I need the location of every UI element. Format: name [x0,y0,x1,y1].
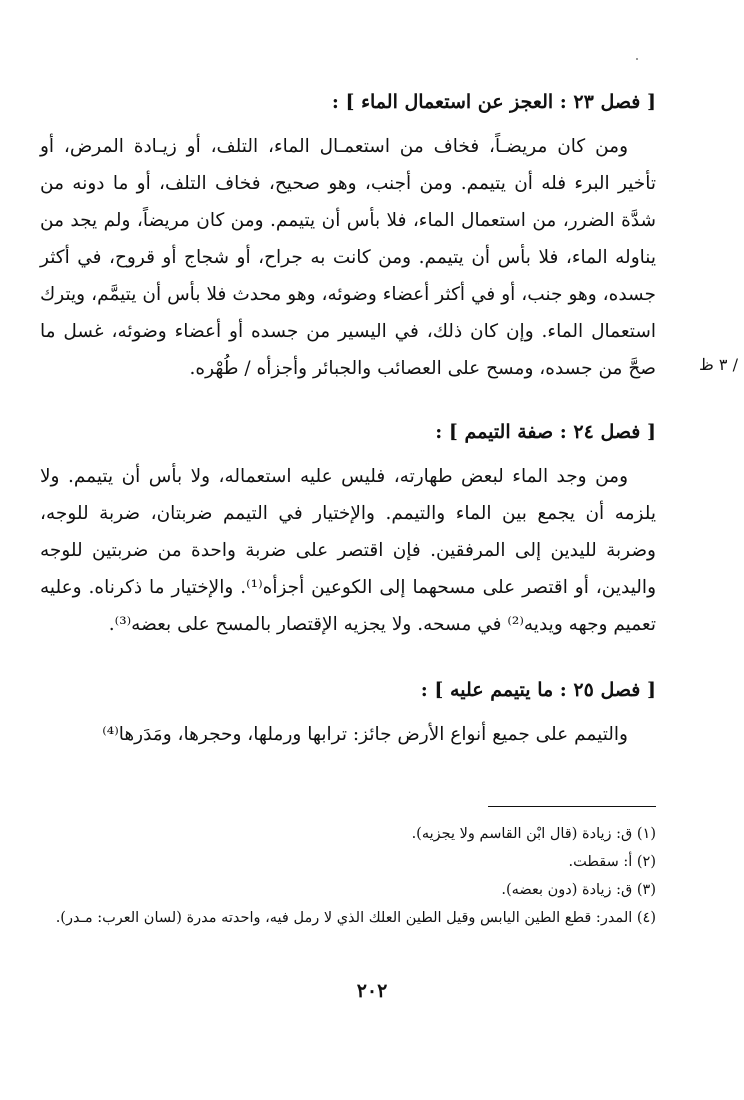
footnote-rule [488,806,656,807]
footnotes [40,820,656,932]
section-23-body [40,128,656,387]
section-24-text: ومن وجد الماء لبعض طهارته، فليس عليه استعماله، ولا بأس أن يتيمم. ولا يلزمه أن يجمع بين الماء والتيمم. والإختيار في التيمم ضربتان، ضربة للوجه، وضربة لليدين إلى المرفقين. فإن اقتصر على ضربة واحدة من ضربتين للوجه واليدين، أو اقتصر على مسحهما إلى الكوعين أجزأه⁽¹⁾. والإختيار ما ذكرناه. وعليه تعميم وجهه ويديه⁽²⁾ في مسحه. ولا يجزيه الإقتصار بالمسح على بعضه⁽³⁾. [40,466,657,635]
section-23-heading: [ فصل ٢٣ : العجز عن استعمال الماء ] : [331,91,656,113]
page-number: ٢٠٢ [356,980,388,1002]
section-25-body [40,716,656,753]
section-25-text: والتيمم على جميع أنواع الأرض جائز: ترابها ورملها، وحجرها، ومَدَرها⁽⁴⁾ [102,724,628,745]
footnote-1: (١) ق: زيادة (قال ابْن القاسم ولا يجزيه). [411,826,656,842]
footnote-3: (٣) ق: زيادة (دون بعضه). [501,882,656,898]
section-25-heading: [ فصل ٢٥ : ما يتيمم عليه ] : [420,679,656,701]
section-24-heading: [ فصل ٢٤ : صفة التيمم ] : [435,421,656,443]
margin-folio-note: / ٣ ظ [699,355,738,374]
footnote-4: (٤) المدر: قطع الطين اليابس وقيل الطين العلك الذي لا رمل فيه، واحدته مدرة (لسان العرب: مـدر). [55,910,656,926]
page-body [40,0,656,1100]
section-23-text: ومن كان مريضـاً، فخاف من استعمـال الماء، التلف، أو زيـادة المرض، أو تأخير البرء فله أن يتيمم. ومن أجنب، وهو صحيح، فخاف التلف، أو ما دونه من شدَّة الضرر، من استعمال الماء، فلا بأس أن يتيمم. ومن كان مريضاً، ولم يجد من يناوله الماء، فلا بأس أن يتيمم. ومن كانت به جراح، أو شجاج أو قروح، في أكثر جسده، وهو جنب، أو في أكثر أعضاء وضوئه، وهو محدث فلا بأس أن يتيمَّم، ويترك استعمال الماء. وإن كان ذلك، في اليسير من جسده أو أعضاء وضوئه، غسل ما صحَّ من جسده، ومسح على العصائب والجبائر وأجزأه / طُهْره. [40,136,656,379]
section-24-body [40,458,656,643]
footnote-2: (٢) أ: سقطت. [568,854,656,870]
